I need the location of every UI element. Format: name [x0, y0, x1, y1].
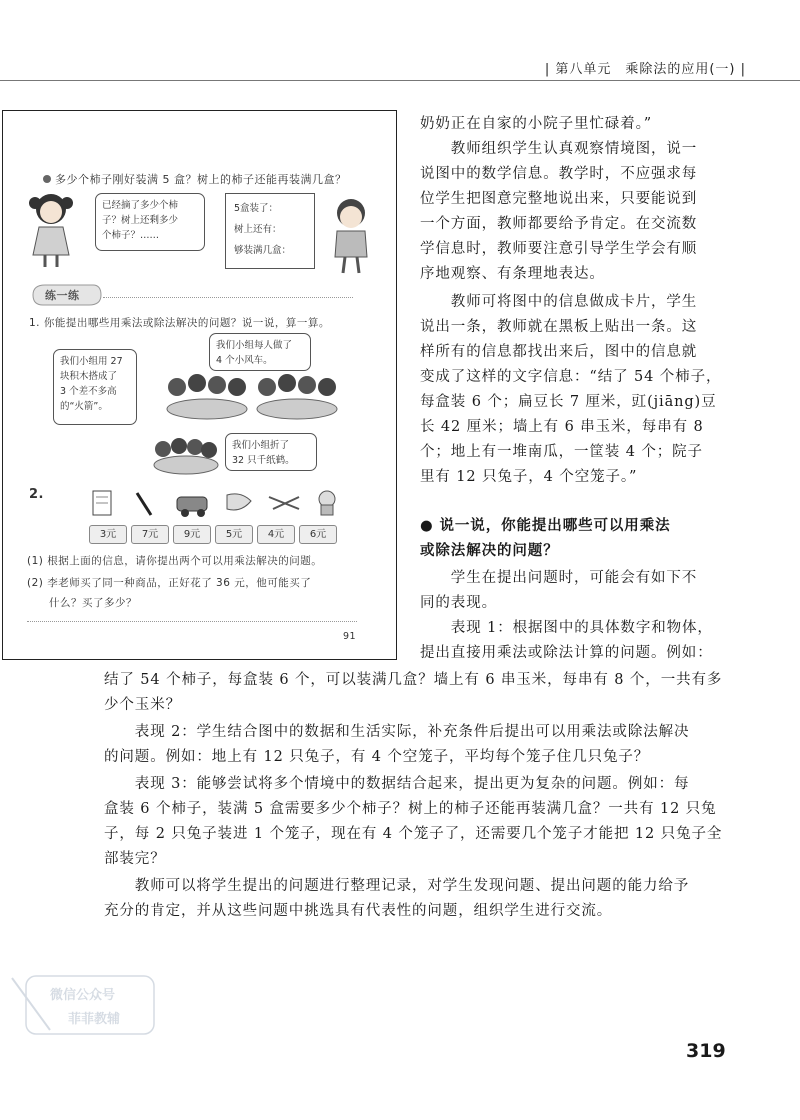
body-line: 子，每 2 只兔子装进 1 个笼子，现在有 4 个笼子了，还需要几个笼子才能把 12 只兔子全: [104, 826, 723, 842]
right-col-line: 序地观察、有条理地表达。: [420, 266, 605, 282]
girl-speech-bubble: [95, 193, 205, 251]
card-line: 树上还有：: [234, 224, 282, 235]
tb-q2-2a: (2) 李老师买了同一种商品，正好花了 36 元，他可能买了: [27, 577, 312, 589]
bullet-icon: [43, 175, 51, 183]
dotted-divider: [103, 297, 353, 298]
right-col-line: 里有 12 只兔子，4 个空笼子。”: [420, 469, 638, 485]
price-tag: 3元: [89, 525, 127, 544]
boy-illustration: [321, 195, 381, 275]
tb-q2-2b: 什么？买了多少？: [49, 597, 137, 609]
card-line: 够装满几盒：: [234, 245, 292, 256]
right-col-line: 一个方面，教师都要给予肯定。在交流数: [420, 216, 698, 232]
bubble-line: 我们小组折了: [232, 440, 290, 451]
body-line: 表现 2：学生结合图中的数据和生活实际，补充条件后提出可以用乘法或除法解决: [104, 724, 690, 740]
price-tag: 9元: [173, 525, 211, 544]
speech-bubble-a: [53, 349, 137, 425]
watermark: [10, 970, 160, 1040]
right-col-line: 个；地上有一堆南瓜，一筐装 4 个；院子: [420, 444, 703, 460]
tb-q2-1: (1) 根据上面的信息，请你提出两个可以用乘法解决的问题。: [27, 555, 323, 567]
right-col-line: 说出一条，教师就在黑板上贴出一条。这: [420, 319, 698, 335]
body-line: 少个玉米？: [104, 697, 181, 713]
watermark-line: 微信公众号: [50, 988, 116, 1003]
card-line: 5盒装了：: [234, 203, 279, 214]
section-line: 同的表现。: [420, 595, 497, 611]
section-line: 学生在提出问题时，可能会有如下不: [420, 570, 698, 586]
textbook-figure: [2, 110, 397, 660]
right-col-line: 教师组织学生认真观察情境图，说一: [420, 141, 698, 157]
right-col-line: 奶奶正在自家的小院子里忙碌着。”: [420, 116, 653, 132]
body-line: 部装完？: [104, 851, 166, 867]
right-col-line: 教师可将图中的信息做成卡片，学生: [420, 294, 698, 310]
girl-illustration: [21, 189, 81, 269]
tb-q2-label: 2.: [29, 487, 44, 502]
practice-badge: 练一练: [45, 289, 80, 302]
speech-bubble-c: [225, 433, 317, 471]
bubble-line: 的“火箭”。: [60, 401, 108, 412]
body-line: 表现 3：能够尝试将多个情境中的数据结合起来，提出更为复杂的问题。例如：每: [104, 776, 690, 792]
dotted-divider: [27, 621, 357, 622]
watermark-badge-icon: [10, 970, 160, 1040]
tb-page-number: 91: [343, 631, 357, 642]
right-col-line: 位学生把图意完整地说出来，只要能说到: [420, 191, 698, 207]
bubble-line: 3 个差不多高: [60, 386, 117, 397]
children-group-illustration: [147, 373, 347, 425]
bubble-line: 块积木搭成了: [60, 371, 118, 382]
bubble-line: 32 只千纸鹤。: [232, 455, 295, 466]
bubble-line: 已经摘了多少个柿: [102, 200, 179, 211]
section-heading: ● 说一说，你能提出哪些可以用乘法: [420, 518, 671, 534]
right-col-line: 学信息时，教师要注意引导学生学会有顺: [420, 241, 698, 257]
right-col-line: 样所有的信息都找出来后，图中的信息就: [420, 344, 698, 360]
page-number: 319: [686, 1040, 726, 1062]
section-heading: 或除法解决的问题？: [420, 543, 559, 559]
body-line: 教师可以将学生提出的问题进行整理记录，对学生发现问题、提出问题的能力给予: [104, 878, 690, 894]
bubble-line: 我们小组用 27: [60, 356, 123, 367]
price-tag: 5元: [215, 525, 253, 544]
section-line: 提出直接用乘法或除法计算的问题。例如：: [420, 645, 713, 661]
info-card: [225, 193, 315, 269]
right-col-line: 长 42 厘米；墙上有 6 串玉米，每串有 8: [420, 419, 704, 435]
body-line: 的问题。例如：地上有 12 只兔子，有 4 个空笼子，平均每个笼子住几只兔子？: [104, 749, 650, 765]
right-col-line: 变成了这样的文字信息：“结了 54 个柿子，: [420, 369, 722, 385]
body-line: 盒装 6 个柿子，装满 5 盒需要多少个柿子？树上的柿子还能再装满几盒？一共有 12 只兔: [104, 801, 717, 817]
price-tag: 7元: [131, 525, 169, 544]
watermark-line: 菲菲教辅: [68, 1012, 121, 1027]
running-header: | 第八单元 乘除法的应用(一) |: [544, 62, 746, 77]
tb-question: [43, 171, 347, 187]
items-illustration: [91, 489, 361, 519]
tb-q1: 1. 你能提出哪些用乘法或除法解决的问题？说一说，算一算。: [29, 317, 330, 329]
right-col-line: 每盒装 6 个；扁豆长 7 厘米，豇(jiāng)豆: [420, 394, 717, 410]
right-col-line: 说图中的数学信息。教学时，不应强求每: [420, 166, 698, 182]
children-table-illustration: [149, 437, 223, 479]
body-line: 结了 54 个柿子，每盒装 6 个，可以装满几盒？墙上有 6 串玉米，每串有 8 个，一共有多: [104, 672, 723, 688]
bubble-line: 子？树上还剩多少: [102, 215, 179, 226]
price-tag: 6元: [299, 525, 337, 544]
section-line: 表现 1：根据图中的具体数字和物体，: [420, 620, 713, 636]
body-line: 充分的肯定，并从这些问题中挑选具有代表性的问题，组织学生进行交流。: [104, 903, 613, 919]
price-tag: 4元: [257, 525, 295, 544]
bubble-line: 我们小组每人做了: [216, 340, 293, 351]
speech-bubble-b: [209, 333, 311, 371]
header-rule: [0, 80, 800, 81]
tb-question-text: 多少个柿子刚好装满 5 盒？树上的柿子还能再装满几盒？: [55, 173, 347, 186]
bubble-line: 4 个小风车。: [216, 355, 273, 366]
bubble-line: 个柿子？……: [102, 230, 160, 241]
